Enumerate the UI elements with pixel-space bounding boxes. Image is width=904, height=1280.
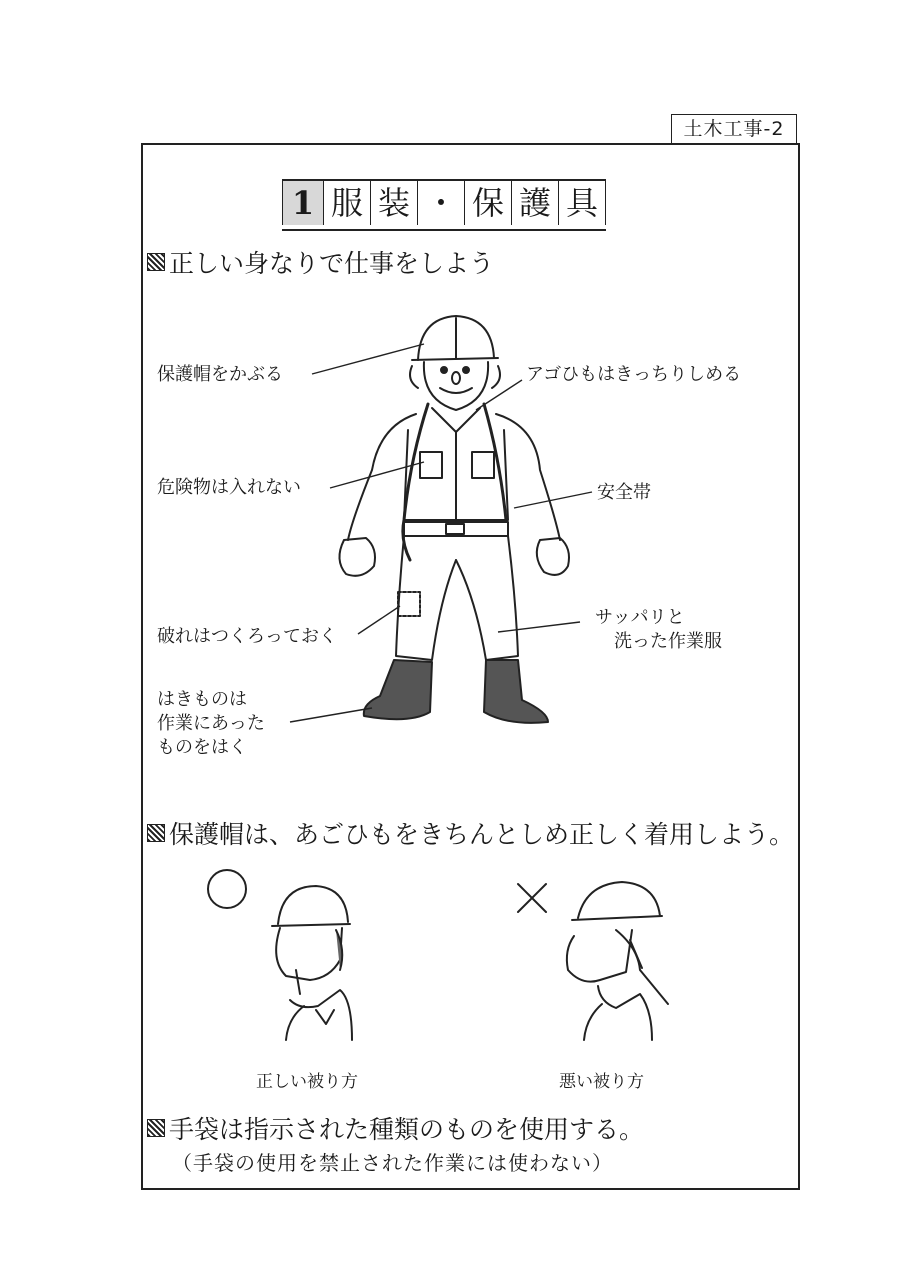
label-clean-1: サッパリと — [595, 607, 685, 628]
heading-text: 保護帽は、あごひもをきちんとしめ正しく着用しよう。 — [169, 820, 795, 849]
label-clean-2: 洗った作業服 — [614, 631, 722, 652]
title-number: 1 — [282, 181, 323, 225]
label-pocket: 危険物は入れない — [157, 477, 301, 498]
heading-text: 正しい身なりで仕事をしよう — [169, 249, 495, 278]
title-char: 保 — [464, 181, 511, 225]
label-helmet: 保護帽をかぶる — [157, 364, 283, 385]
caption-correct: 正しい被り方 — [256, 1072, 358, 1092]
label-shoes-1: はきものは — [157, 689, 247, 710]
section-heading-gloves — [147, 1110, 644, 1146]
label-shoes-2: 作業にあった — [157, 713, 265, 734]
caption-incorrect: 悪い被り方 — [559, 1072, 644, 1092]
title-char: 服 — [323, 181, 370, 225]
title-char: 具 — [558, 181, 606, 225]
label-tear: 破れはつくろっておく — [157, 626, 337, 647]
gloves-note: （手袋の使用を禁止された作業には使わない） — [172, 1151, 613, 1175]
label-safety-belt: 安全帯 — [597, 482, 651, 503]
title-char: ・ — [417, 181, 464, 225]
title-char: 装 — [370, 181, 417, 225]
label-shoes-3: ものをはく — [157, 737, 247, 758]
page-tag: 土木工事-2 — [671, 114, 797, 144]
square-bullet-icon — [147, 1119, 165, 1137]
heading-text: 手袋は指示された種類のものを使用する。 — [169, 1115, 645, 1144]
label-chinstrap: アゴひもはきっちりしめる — [526, 364, 742, 385]
title-char: 護 — [511, 181, 558, 225]
